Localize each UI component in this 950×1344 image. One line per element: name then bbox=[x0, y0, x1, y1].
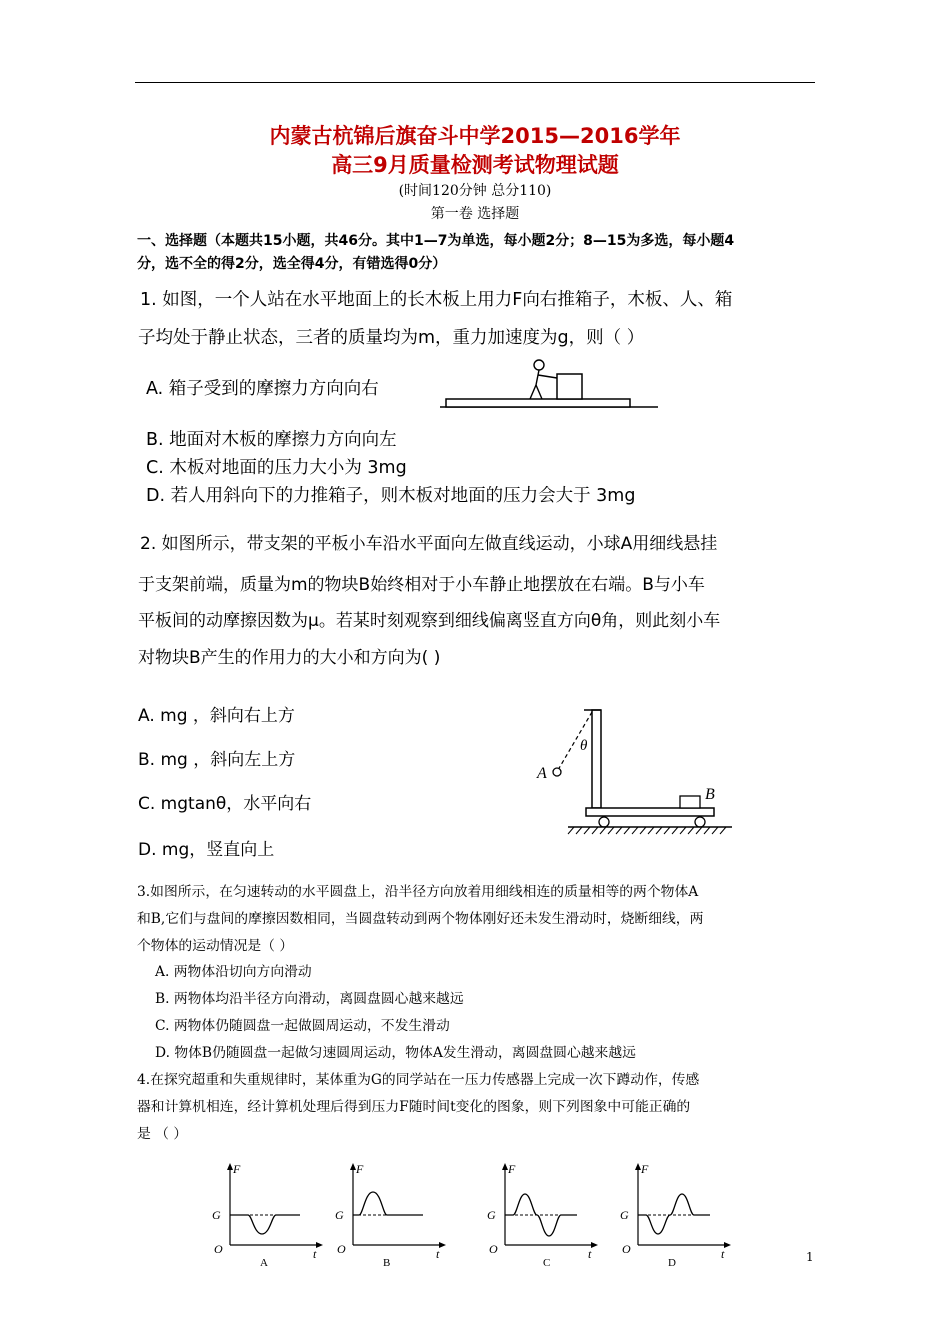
q4-graph-c-g-label: G bbox=[487, 1208, 496, 1222]
section-instructions-line2: 分，选不全的得2分，选全得4分，有错选得0分） bbox=[137, 256, 447, 272]
q4-graph-b-origin-label: O bbox=[337, 1242, 346, 1256]
q4-graph-c-origin-label: O bbox=[489, 1242, 498, 1256]
q1-option-d: D. 若人用斜向下的力推箱子，则木板对地面的压力会大于 3mg bbox=[146, 486, 636, 506]
q3-option-b: B. 两物体均沿半径方向滑动，离圆盘圆心越来越远 bbox=[155, 991, 464, 1007]
q4-graph-d-g-label: G bbox=[620, 1208, 629, 1222]
q4-graph-a-origin-label: O bbox=[214, 1242, 223, 1256]
q1-option-b: B. 地面对木板的摩擦力方向向左 bbox=[146, 430, 397, 450]
q4-graph-d-f-label: F bbox=[641, 1162, 649, 1176]
q4-stem-line1: 4.在探究超重和失重规律时，某体重为G的同学站在一压力传感器上完成一次下蹲动作，传感 bbox=[137, 1072, 700, 1088]
q4-graph-c-t-label: t bbox=[588, 1247, 592, 1261]
q2-figure-ball-label: A bbox=[537, 765, 547, 782]
q4-graph-d bbox=[618, 1160, 738, 1270]
q3-stem-line3: 个物体的运动情况是（ ） bbox=[137, 938, 294, 954]
q4-stem-line2: 器和计算机相连，经计算机处理后得到压力F随时间t变化的图象，则下列图象中可能正确的 bbox=[137, 1099, 691, 1115]
q2-option-d: D. mg，竖直向上 bbox=[138, 840, 275, 860]
q3-stem-line2: 和B,它们与盘间的摩擦因数相同，当圆盘转动到两个物体刚好还未发生滑动时，烧断细线，两 bbox=[137, 911, 704, 927]
q4-graph-a bbox=[210, 1160, 330, 1270]
q3-option-a: A. 两物体沿切向方向滑动 bbox=[155, 964, 312, 980]
page-number: 1 bbox=[806, 1250, 814, 1264]
q4-graph-a-f-label: F bbox=[233, 1162, 241, 1176]
q4-graph-c bbox=[485, 1160, 605, 1270]
q2-stem-line3: 平板间的动摩擦因数为μ。若某时刻观察到细线偏离竖直方向θ角，则此刻小车 bbox=[138, 611, 721, 631]
q4-graph-c-f-label: F bbox=[508, 1162, 516, 1176]
section-instructions-line1: 一、选择题（本题共15小题，共46分。其中1—7为单选，每小题2分；8—15为多选，每小题4 bbox=[137, 233, 735, 249]
q4-graph-c-caption: C bbox=[543, 1257, 551, 1269]
q2-stem-line2: 于支架前端，质量为m的物块B始终相对于小车静止地摆放在右端。B与小车 bbox=[138, 575, 705, 595]
q4-graph-a-caption: A bbox=[260, 1257, 268, 1269]
q2-stem-line1: 2. 如图所示，带支架的平板小车沿水平面向左做直线运动，小球A用细线悬挂 bbox=[140, 534, 718, 554]
q4-graph-b-g-label: G bbox=[335, 1208, 344, 1222]
q3-option-d: D. 物体B仍随圆盘一起做匀速圆周运动，物体A发生滑动，离圆盘圆心越来越远 bbox=[155, 1045, 636, 1061]
q3-option-c: C. 两物体仍随圆盘一起做圆周运动，不发生滑动 bbox=[155, 1018, 450, 1034]
time-note: (时间120分钟 总分110) bbox=[398, 183, 552, 199]
q4-graph-b bbox=[333, 1160, 453, 1270]
q2-option-a: A. mg ，斜向右上方 bbox=[138, 706, 295, 726]
q1-option-c: C. 木板对地面的压力大小为 3mg bbox=[146, 458, 407, 478]
q2-figure-theta-label: θ bbox=[580, 738, 588, 754]
q4-graph-a-g-label: G bbox=[212, 1208, 221, 1222]
q4-graph-b-t-label: t bbox=[436, 1247, 440, 1261]
q4-graph-b-f-label: F bbox=[356, 1162, 364, 1176]
q1-option-a: A. 箱子受到的摩擦力方向向右 bbox=[146, 379, 379, 399]
q2-figure-cart-with-pendulum bbox=[530, 700, 740, 835]
volume-heading: 第一卷 选择题 bbox=[430, 206, 520, 222]
q4-graph-a-t-label: t bbox=[313, 1247, 317, 1261]
paper-title-line1: 内蒙古杭锦后旗奋斗中学2015—2016学年 bbox=[269, 124, 681, 148]
q4-graph-d-caption: D bbox=[668, 1257, 676, 1269]
q2-stem-line4: 对物块B产生的作用力的大小和方向为( ) bbox=[138, 648, 441, 668]
q4-stem-line3: 是 （ ） bbox=[137, 1126, 188, 1142]
q4-graph-b-caption: B bbox=[383, 1257, 391, 1269]
q1-stem-line2: 子均处于静止状态，三者的质量均为m，重力加速度为g，则（ ） bbox=[138, 328, 645, 348]
q2-figure-block-label: B bbox=[705, 786, 715, 803]
q1-stem-line1: 1. 如图，一个人站在水平地面上的长木板上用力F向右推箱子，木板、人、箱 bbox=[140, 290, 733, 310]
q3-stem-line1: 3.如图所示，在匀速转动的水平圆盘上，沿半径方向放着用细线相连的质量相等的两个物体A bbox=[137, 884, 699, 900]
paper-title-line2: 高三9月质量检测考试物理试题 bbox=[331, 153, 619, 177]
q2-option-c: C. mgtanθ，水平向右 bbox=[138, 794, 312, 814]
header-rule bbox=[135, 82, 815, 83]
q4-graph-d-t-label: t bbox=[721, 1247, 725, 1261]
q1-figure-person-pushing-box bbox=[440, 358, 660, 414]
q2-option-b: B. mg ，斜向左上方 bbox=[138, 750, 296, 770]
q4-graph-d-origin-label: O bbox=[622, 1242, 631, 1256]
